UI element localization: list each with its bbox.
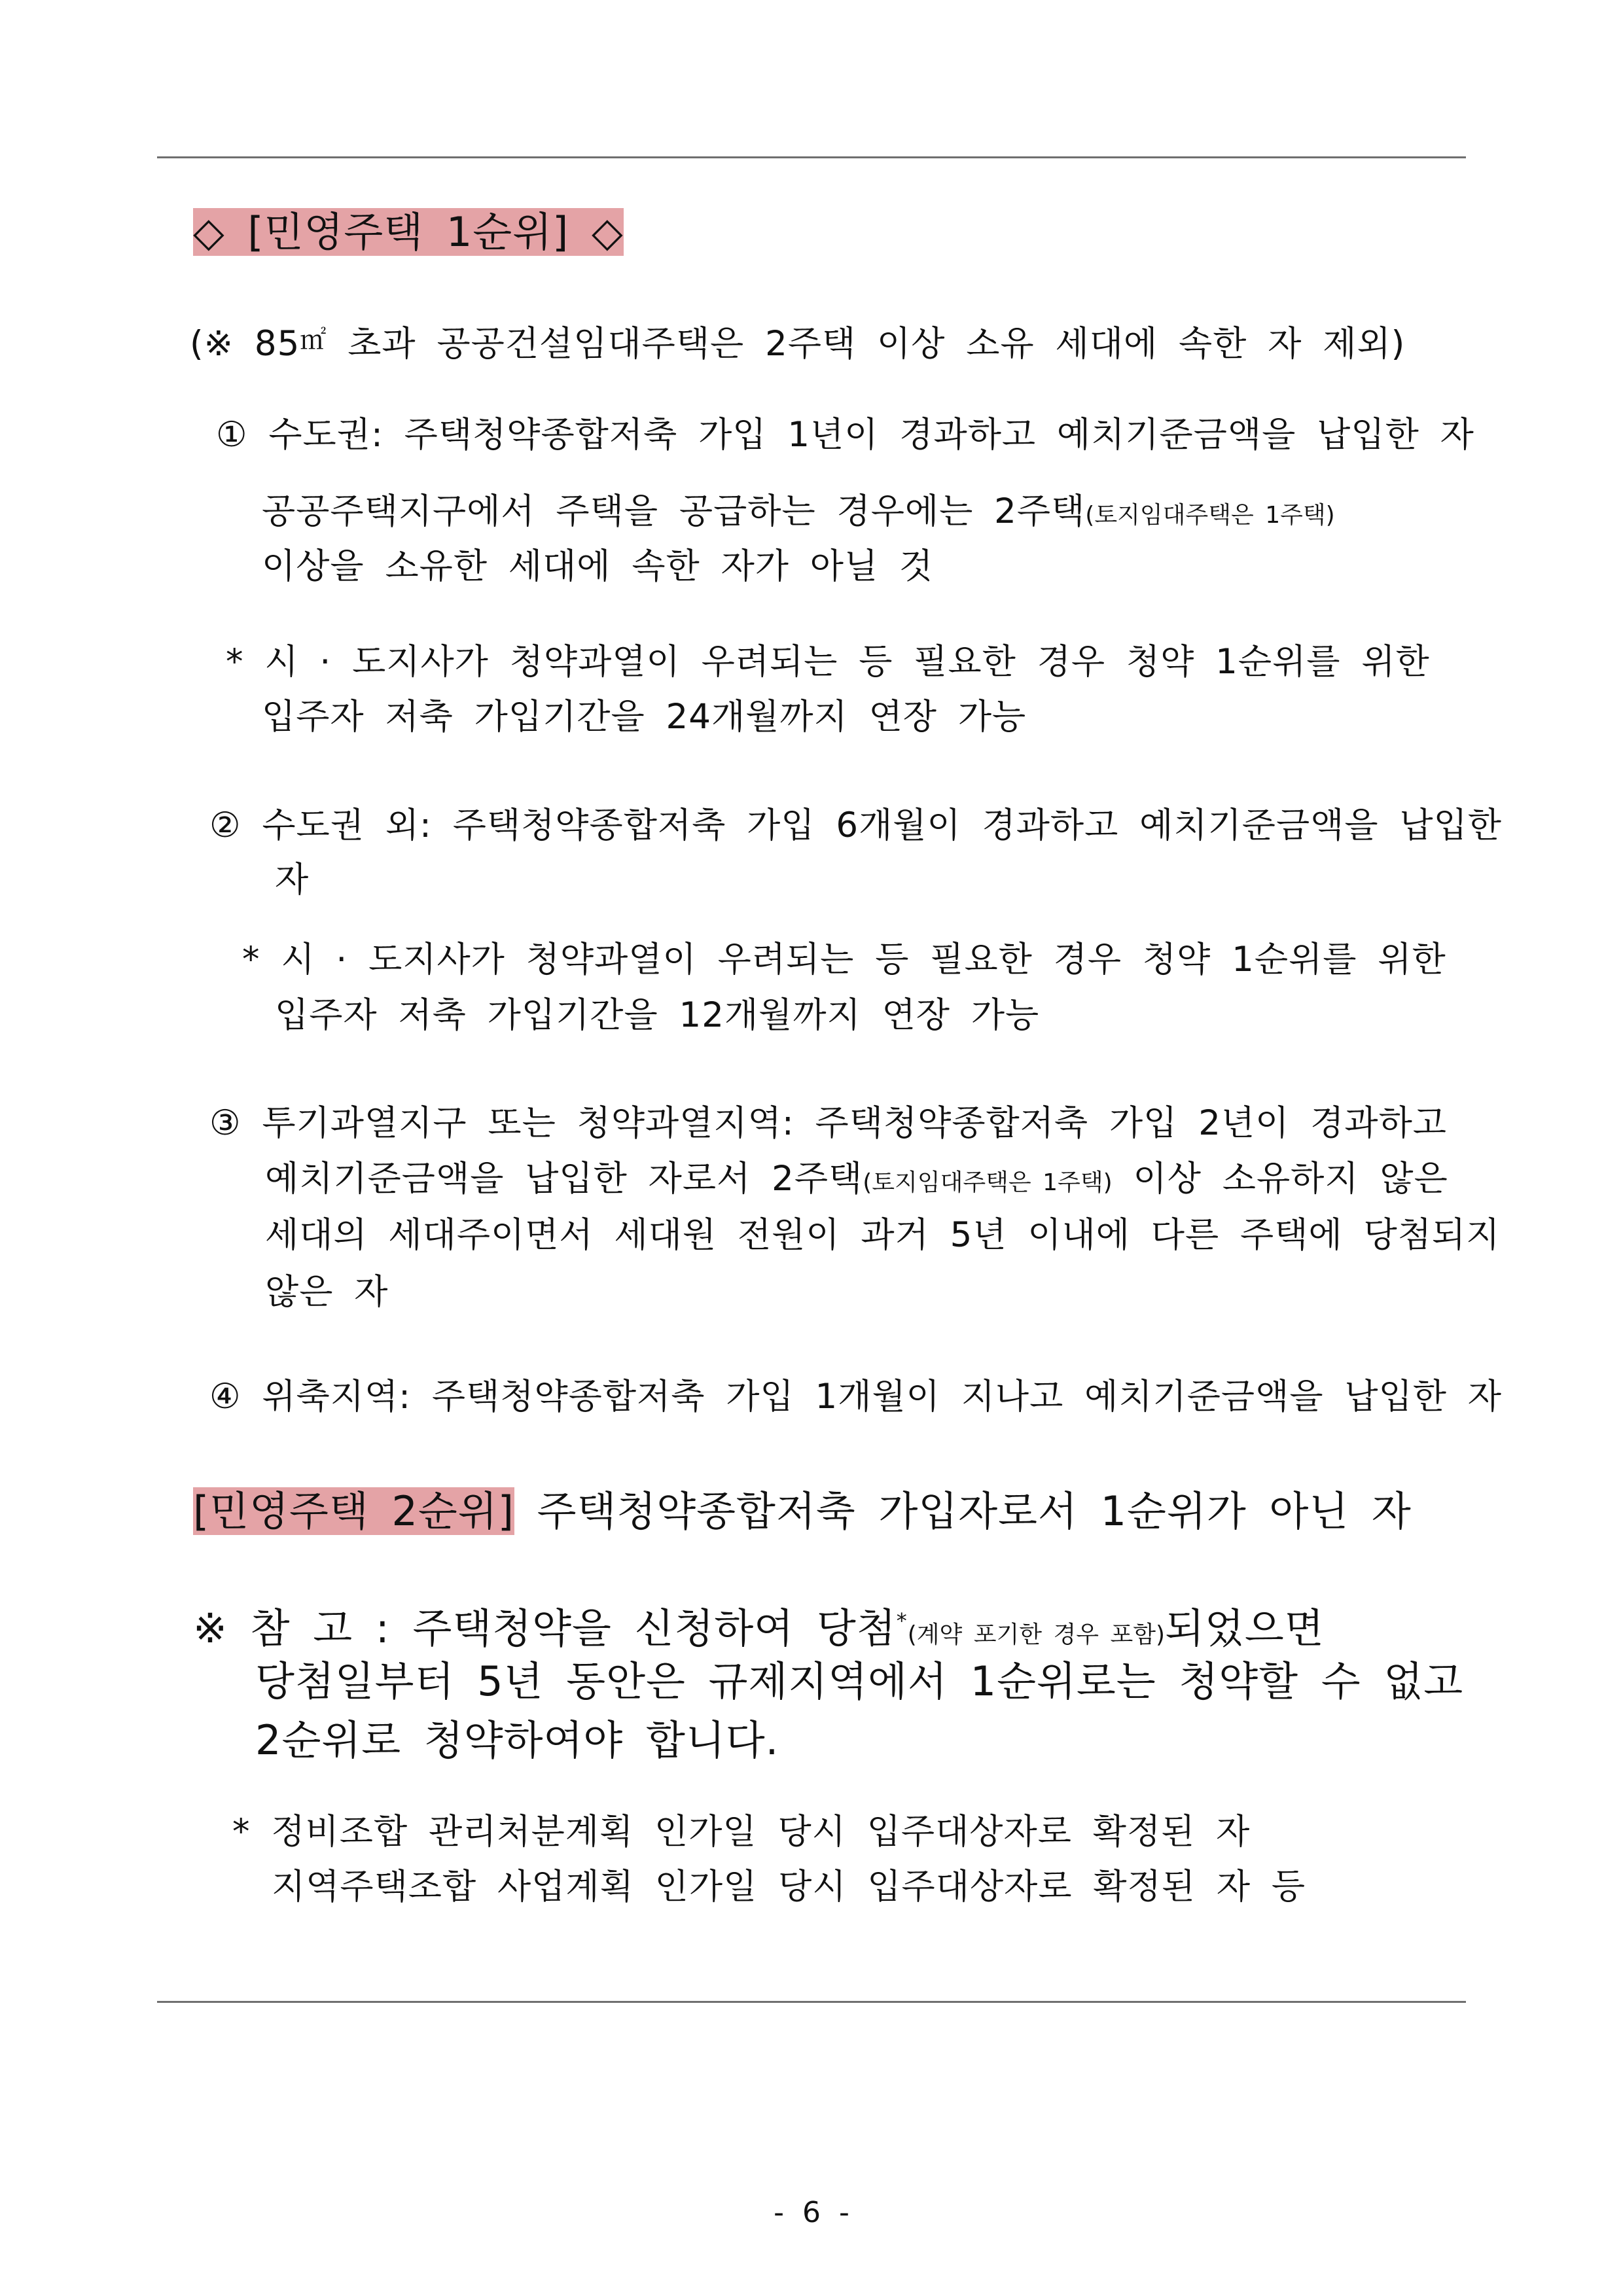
item1-line2-small: (토지임대주택은 1주택): [1085, 502, 1335, 529]
top-rule: [157, 156, 1466, 158]
reference-note2: 지역주택조합 사업계획 인가일 당시 입주대상자로 확정된 자 등: [272, 1867, 1306, 1907]
item3-line1: ③ 투기과열지구 또는 청약과열지역: 주택청약종합저축 가입 2년이 경과하고: [209, 1103, 1447, 1143]
item3-line2-a: 예치기준금액을 납입한 자로서 2주택: [265, 1159, 863, 1199]
note-excluded-prefix: (※ 85: [190, 324, 300, 364]
item1-line2-main: 공공주택지구에서 주택을 공급하는 경우에는 2주택: [262, 491, 1086, 531]
item4-line1: ④ 위축지역: 주택청약종합저축 가입 1개월이 지나고 예치기준금액을 납입한 자: [209, 1377, 1503, 1417]
reference-line3: 2순위로 청약하여야 합니다.: [255, 1716, 779, 1764]
item3-line2-b: 이상 소유하지 않은: [1112, 1159, 1448, 1199]
heading-rank1-highlight: ◇ [민영주택 1순위] ◇: [193, 208, 624, 256]
reference-small: (계약 포기한 경우 포함): [907, 1621, 1166, 1648]
rank2-line: [193, 1482, 1412, 1541]
reference-note1: * 정비조합 관리처분계획 인가일 당시 입주대상자로 확정된 자: [232, 1812, 1251, 1852]
item1-line2: [262, 486, 1335, 542]
item2-line1: ② 수도권 외: 주택청약종합저축 가입 6개월이 경과하고 예치기준금액을 납입한: [209, 805, 1503, 845]
page-number: - 6 -: [774, 2196, 849, 2229]
rank2-label: [민영주택 2순위]: [193, 1487, 514, 1535]
item3-line2: [265, 1153, 1448, 1209]
item2-note2: 입주자 저축 가입기간을 12개월까지 연장 가능: [275, 995, 1040, 1035]
reference-prefix: ※ 참 고 : 주택청약을 신청하여 당첨: [193, 1604, 897, 1652]
item2-line2: 자: [275, 860, 310, 900]
rank2-text: 주택청약종합저축 가입자로서 1순위가 아닌 자: [514, 1487, 1412, 1535]
item2-note1: * 시 · 도지사가 청약과열이 우려되는 등 필요한 경우 청약 1순위를 위한: [242, 940, 1446, 980]
item1-note1: * 시 · 도지사가 청약과열이 우려되는 등 필요한 경우 청약 1순위를 위한: [226, 642, 1430, 682]
item3-line2-small: (토지임대주택은 1주택): [863, 1169, 1113, 1196]
reference-star: *: [896, 1608, 908, 1633]
reference-suffix: 되었으면: [1165, 1604, 1325, 1652]
reference-line2: 당첨일부터 5년 동안은 규제지역에서 1순위로는 청약할 수 없고: [255, 1657, 1464, 1705]
item3-line4: 않은 자: [265, 1272, 389, 1312]
bottom-rule: [157, 2001, 1466, 2003]
heading-rank1: [193, 203, 624, 262]
item1-line1: ① 수도권: 주택청약종합저축 가입 1년이 경과하고 예치기준금액을 납입한 자: [216, 415, 1474, 455]
note-excluded: [190, 314, 1405, 370]
note-excluded-suffix: 초과 공공건설임대주택은 2주택 이상 소유 세대에 속한 자 제외): [327, 324, 1406, 364]
item1-line3: 이상을 소유한 세대에 속한 자가 아닐 것: [262, 546, 934, 586]
square-meter-unit: ㎡: [300, 325, 327, 355]
item3-line3: 세대의 세대주이면서 세대원 전원이 과거 5년 이내에 다른 주택에 당첨되지: [265, 1215, 1501, 1255]
item1-note2: 입주자 저축 가입기간을 24개월까지 연장 가능: [262, 697, 1027, 737]
